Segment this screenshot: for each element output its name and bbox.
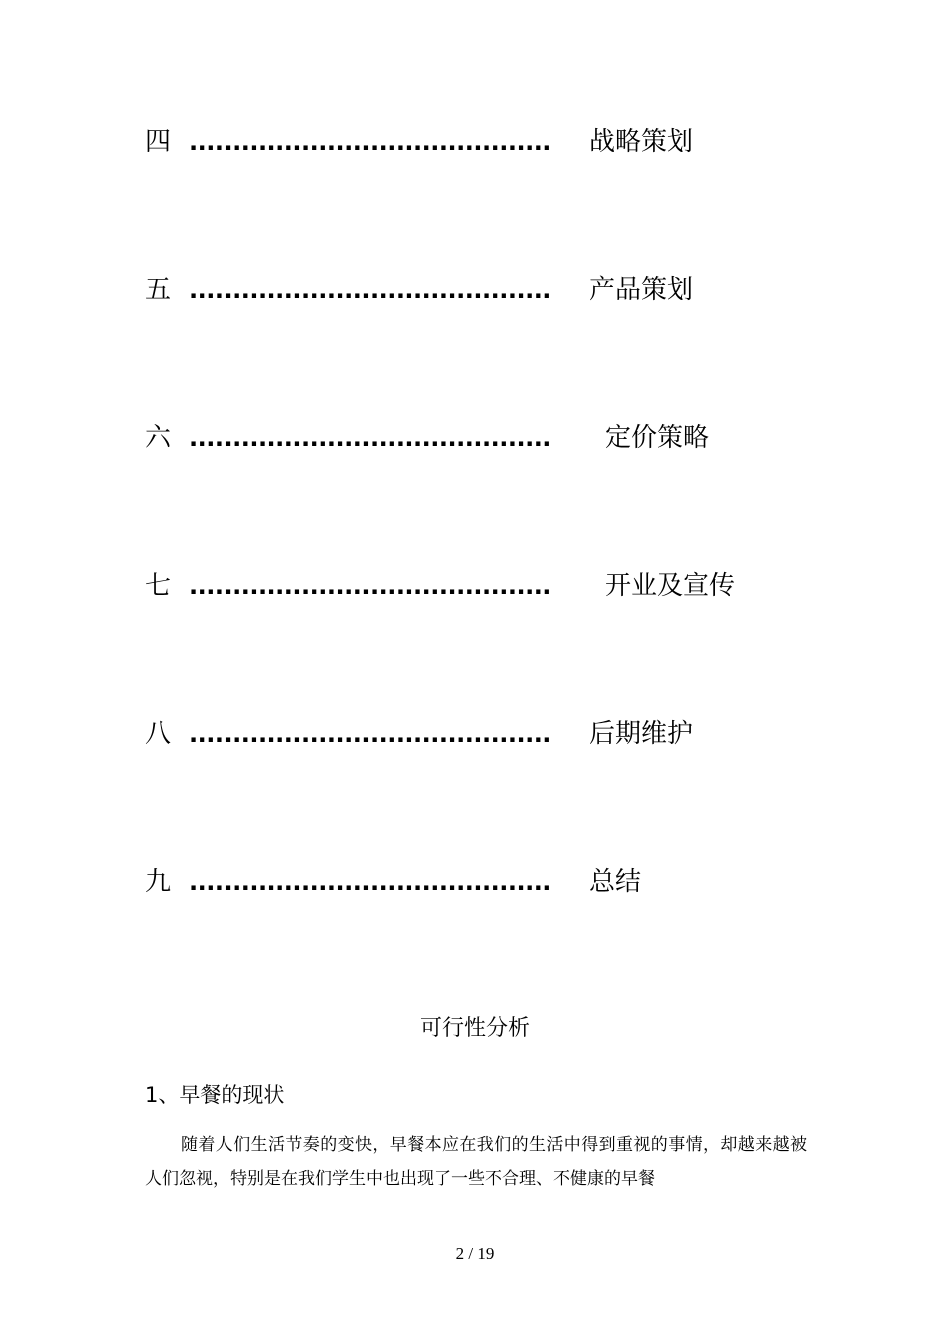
toc-row-8[interactable] (145, 714, 805, 754)
page-number: 2 / 19 (455, 1244, 495, 1263)
toc-title: 定价策略 (605, 423, 710, 453)
toc-leader-dots: .......................................... (189, 128, 551, 156)
body-paragraph: 随着人们生活节奏的变快，早餐本应在我们的生活中得到重视的事情，却越来越被人们忽视，特别是在我们学生中也出现了一些不合理、不健康的早餐 (145, 1135, 807, 1189)
toc-number: 七 (145, 571, 172, 601)
toc-row-4[interactable] (145, 122, 805, 162)
toc-row-7[interactable] (145, 566, 805, 606)
toc-number: 八 (145, 719, 172, 749)
toc-title: 后期维护 (589, 719, 694, 749)
toc-row-5[interactable] (145, 270, 805, 310)
toc-title: 战略策划 (589, 127, 694, 157)
toc-number: 四 (145, 127, 172, 157)
toc-row-9[interactable] (145, 862, 805, 902)
toc-number: 六 (145, 423, 172, 453)
toc-title: 总结 (589, 867, 642, 897)
toc-leader-dots: .......................................... (189, 424, 551, 452)
toc-title: 开业及宣传 (605, 571, 736, 601)
section-heading: 可行性分析 (419, 1016, 530, 1041)
toc-leader-dots: .......................................... (189, 572, 551, 600)
toc-leader-dots: .......................................... (189, 720, 551, 748)
toc-leader-dots: .......................................... (189, 868, 551, 896)
toc-title: 产品策划 (589, 275, 694, 305)
toc-row-6[interactable] (145, 418, 805, 458)
sub-heading: 1、早餐的现状 (145, 1083, 285, 1107)
toc-number: 五 (145, 275, 172, 305)
toc-leader-dots: .......................................... (189, 276, 551, 304)
toc-number: 九 (145, 867, 172, 897)
